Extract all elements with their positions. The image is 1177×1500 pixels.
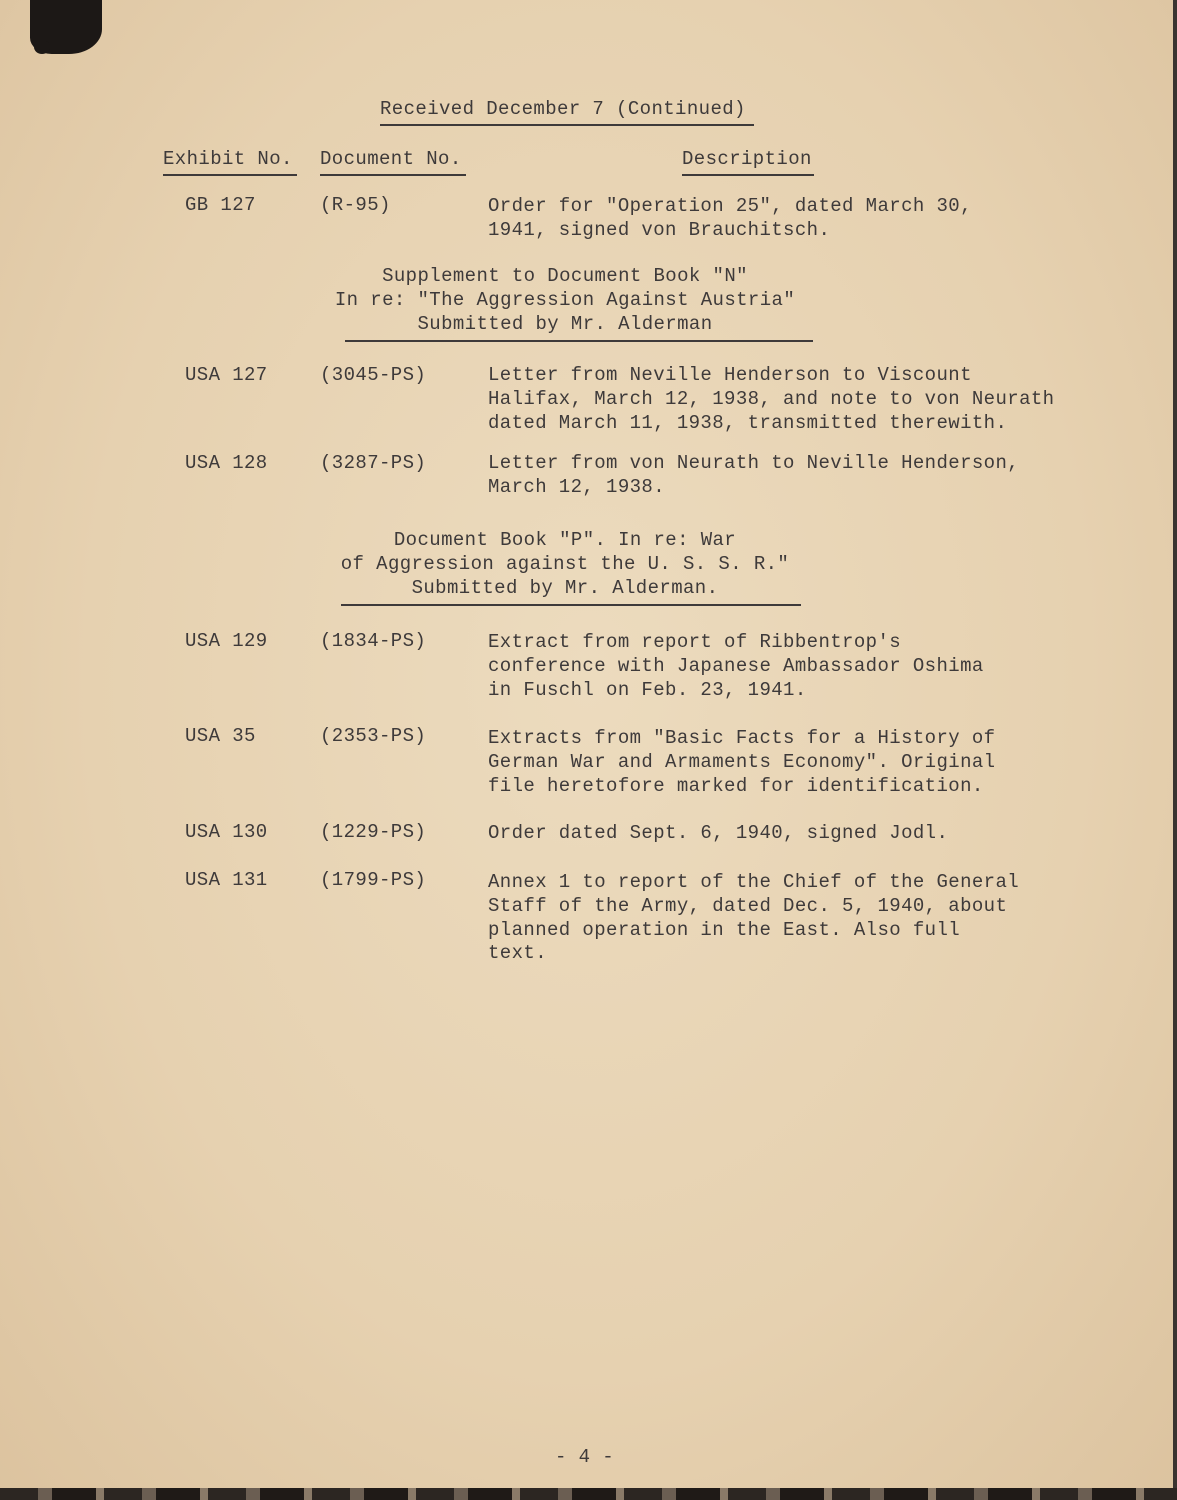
- exhibit-number: USA 127: [185, 364, 268, 386]
- entry-description: Extracts from "Basic Facts for a History of German War and Armaments Economy". Original file heretofore marked for identification.: [488, 727, 996, 797]
- column-header-description: Description: [682, 148, 812, 170]
- column-header-exhibit: Exhibit No.: [163, 148, 293, 170]
- entry-description: Letter from von Neurath to Neville Henderson, March 12, 1938.: [488, 452, 1020, 498]
- entry-description: Order for "Operation 25", dated March 30, 1941, signed von Brauchitsch.: [488, 195, 972, 241]
- exhibit-number: USA 35: [185, 725, 256, 747]
- title-underline: [380, 124, 754, 126]
- document-number: (R-95): [320, 194, 391, 216]
- document-number: (1834-PS): [320, 630, 427, 652]
- page-title: Received December 7 (Continued): [380, 98, 746, 120]
- exhibit-number: GB 127: [185, 194, 256, 216]
- column-header-document: Document No.: [320, 148, 462, 170]
- exhibit-number: USA 128: [185, 452, 268, 474]
- entry-description: Extract from report of Ribbentrop's conference with Japanese Ambassador Oshima in Fuschl on Feb. 23, 1941.: [488, 631, 984, 701]
- entry-description: Annex 1 to report of the Chief of the General Staff of the Army, dated Dec. 5, 1940, about planned operation in the East. Also full text.: [488, 871, 1020, 965]
- description-header-underline: [682, 174, 814, 176]
- entry-description: Order dated Sept. 6, 1940, signed Jodl.: [488, 822, 949, 844]
- section-heading: Document Book "P". In re: War of Aggression against the U. S. S. R." Submitted by Mr. Alderman.: [340, 529, 790, 599]
- exhibit-number: USA 130: [185, 821, 268, 843]
- scan-border: [0, 1488, 1177, 1500]
- exhibit-header-underline: [163, 174, 297, 176]
- document-number: (2353-PS): [320, 725, 427, 747]
- section-underline: [341, 604, 801, 606]
- entry-description: Letter from Neville Henderson to Viscount Halifax, March 12, 1938, and note to von Neurath dated March 11, 1938, transmitted therewith.: [488, 364, 1055, 434]
- page-number: - 4 -: [555, 1446, 615, 1468]
- punch-hole-tail: [34, 40, 50, 54]
- exhibit-number: USA 131: [185, 869, 268, 891]
- document-number: (1799-PS): [320, 869, 427, 891]
- page-edge: [1173, 0, 1177, 1500]
- section-heading: Supplement to Document Book "N" In re: "The Aggression Against Austria" Submitted by Mr. Alderman: [334, 265, 796, 335]
- document-header-underline: [320, 174, 466, 176]
- document-number: (3045-PS): [320, 364, 427, 386]
- exhibit-number: USA 129: [185, 630, 268, 652]
- document-number: (3287-PS): [320, 452, 427, 474]
- document-number: (1229-PS): [320, 821, 427, 843]
- section-underline: [345, 340, 813, 342]
